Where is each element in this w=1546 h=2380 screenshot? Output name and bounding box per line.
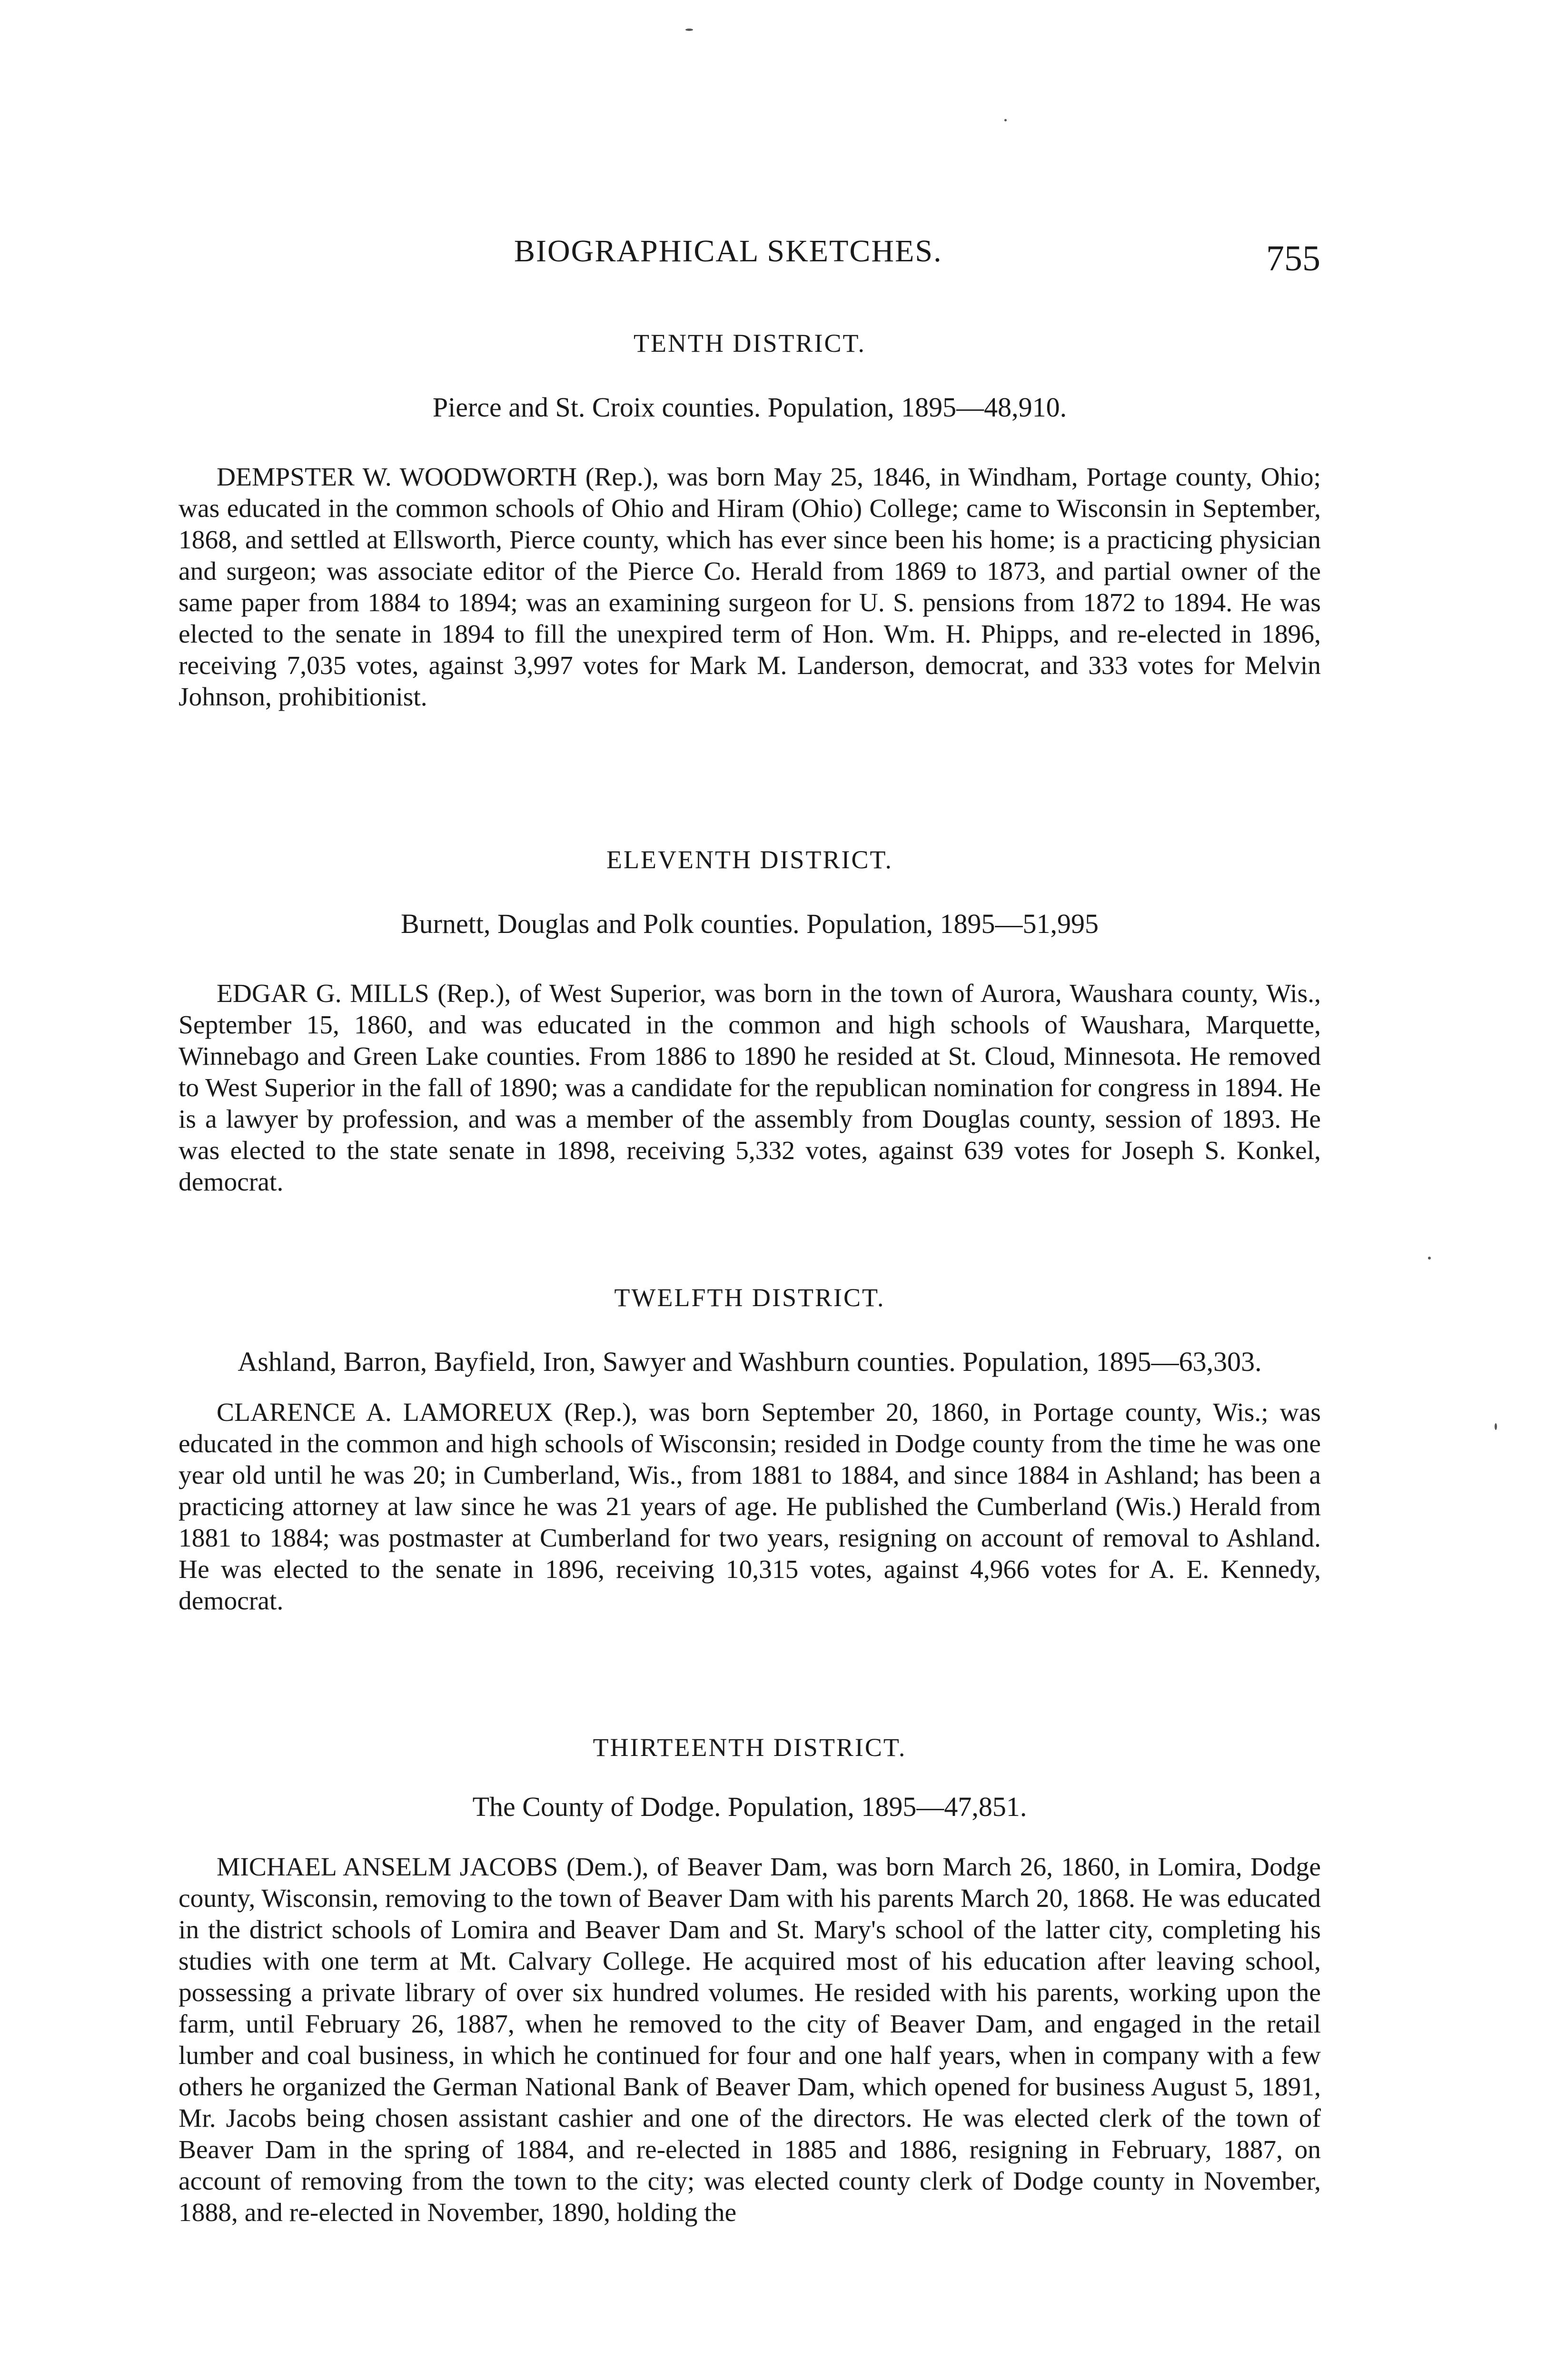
paper-speck <box>1004 119 1007 121</box>
district-counties: Burnett, Douglas and Polk counties. Population, 1895—51,995 <box>400 908 1099 939</box>
district-counties: The County of Dodge. Population, 1895—47,851. <box>472 1791 1027 1822</box>
biography-paragraph: CLARENCE A. LAMOREUX (Rep.), was born September 20, 1860, in Portage county, Wis.; was educated in the common and high schools of Wisconsin; resided in Dodge county from the time he was one year old until he was 20; in Cumberland, Wis., from 1881 to 1884, and since 1884 in Ashland; has been a practicing attorney at law since he was 21 years of age. He published the Cumberland (Wis.) Herald from 1881 to 1884; was postmaster at Cumberland for two years, resigning on account of removal to Ashland. He was elected to the senate in 1896, receiving 10,315 votes, against 4,966 votes for A. E. Kennedy, democrat. <box>178 1398 1321 1616</box>
district-counties: Ashland, Barron, Bayfield, Iron, Sawyer and Washburn counties. Population, 1895—63,303. <box>238 1346 1262 1377</box>
running-header: BIOGRAPHICAL SKETCHES. <box>514 234 942 268</box>
district-heading: THIRTEENTH DISTRICT. <box>593 1733 907 1762</box>
section-thirteenth-district <box>178 1733 1321 2229</box>
section-tenth-district <box>178 328 1321 713</box>
page-number: 755 <box>1266 238 1320 278</box>
paper-speck <box>1495 1423 1497 1430</box>
district-heading: ELEVENTH DISTRICT. <box>606 845 893 874</box>
district-heading: TENTH DISTRICT. <box>634 329 866 357</box>
paper-speck <box>1428 1257 1431 1259</box>
paper-speck <box>685 29 693 31</box>
biography-paragraph: DEMPSTER W. WOODWORTH (Rep.), was born May 25, 1846, in Windham, Portage county, Ohio; was educated in the common schools of Ohio and Hiram (Ohio) College; came to Wisconsin in September, 1868, and settled at Ellsworth, Pierce county, which has ever since been his home; is a practicing physician and surgeon; was associate editor of the Pierce Co. Herald from 1869 to 1873, and partial owner of the same paper from 1884 to 1894; was an examining surgeon for U. S. pensions from 1872 to 1894. He was elected to the senate in 1894 to fill the unexpired term of Hon. Wm. H. Phipps, and re-elected in 1896, receiving 7,035 votes, against 3,997 votes for Mark M. Landerson, democrat, and 333 votes for Melvin Johnson, prohibitionist. <box>178 463 1321 712</box>
section-eleventh-district <box>178 845 1321 1198</box>
district-heading: TWELFTH DISTRICT. <box>614 1283 885 1312</box>
biography-paragraph: MICHAEL ANSELM JACOBS (Dem.), of Beaver Dam, was born March 26, 1860, in Lomira, Dodge county, Wisconsin, removing to the town of Beaver Dam with his parents March 20, 1868. He was educated in the district schools of Lomira and Beaver Dam and St. Mary's school of the latter city, completing his studies with one term at Mt. Calvary College. He acquired most of his education after leaving school, possessing a private library of over six hundred volumes. He resided with his parents, working upon the farm, until February 26, 1887, when he removed to the city of Beaver Dam, and engaged in the retail lumber and coal business, in which he continued for four and one half years, when in company with a few others he organized the German National Bank of Beaver Dam, which opened for business August 5, 1891, Mr. Jacobs being chosen assistant cashier and one of the directors. He was elected clerk of the town of Beaver Dam in the spring of 1884, and re-elected in 1885 and 1886, resigning in February, 1887, on account of removing from the town to the city; was elected county clerk of Dodge county in November, 1888, and re-elected in November, 1890, holding the <box>178 1853 1321 2227</box>
district-counties: Pierce and St. Croix counties. Population, 1895—48,910. <box>432 392 1067 423</box>
section-twelfth-district <box>178 1283 1321 1617</box>
biography-paragraph: EDGAR G. MILLS (Rep.), of West Superior, was born in the town of Aurora, Waushara county, Wis., September 15, 1860, and was educated in the common and high schools of Waushara, Marquette, Winnebago and Green Lake counties. From 1886 to 1890 he resided at St. Cloud, Minnesota. He removed to West Superior in the fall of 1890; was a candidate for the republican nomination for congress in 1894. He is a lawyer by profession, and was a member of the assembly from Douglas county, session of 1893. He was elected to the state senate in 1898, receiving 5,332 votes, against 639 votes for Joseph S. Konkel, democrat. <box>178 979 1321 1197</box>
